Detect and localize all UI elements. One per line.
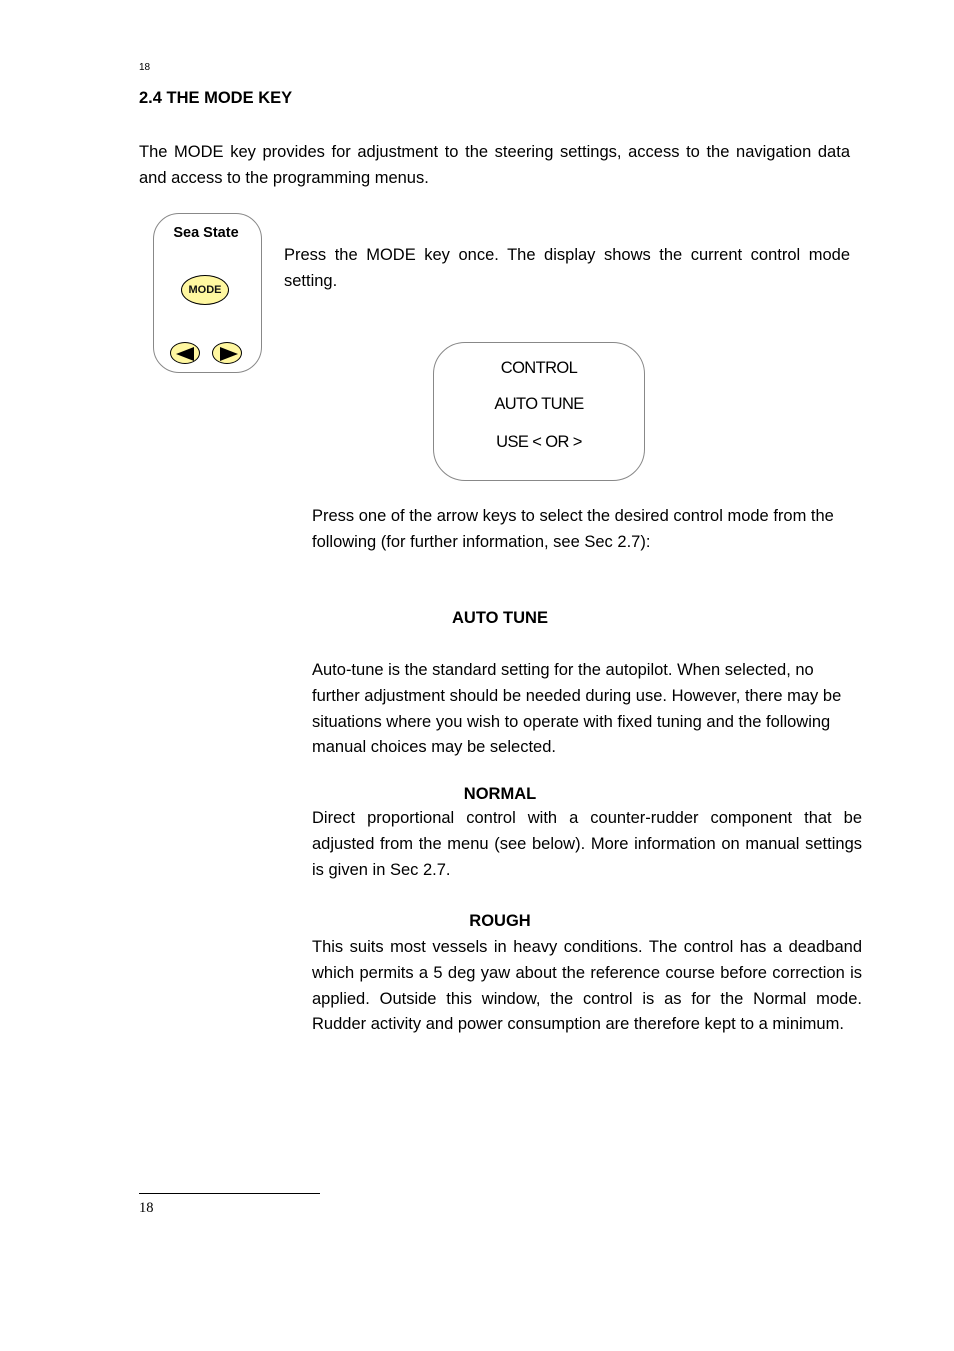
right-arrow-key [212,342,242,364]
rough-heading: ROUGH [469,912,531,930]
left-arrow-key [170,342,200,364]
header-page-number: 18 [139,62,151,73]
rough-paragraph: This suits most vessels in heavy conditions. The control has a deadband which permits a 5 deg yaw about the reference course before correction is applied. Outside this window, the control is as for the Normal mode. Rudder activity and power consumption are therefore kept to a minimum. [312,938,862,1034]
right-arrow-icon [213,343,243,365]
auto-tune-paragraph: Auto-tune is the standard setting for the autopilot. When selected, no further adjustment should be needed during use. However, there may be situations where you wish to operate with fixed tuning and the following manual choices may be selected. [312,661,842,757]
normal-paragraph: Direct proportional control with a counter-rudder component that be adjusted from the menu (see below). More information on manual settings is given in Sec 2.7. [312,809,862,879]
normal-heading: NORMAL [463,785,537,803]
lcd-display [433,342,645,481]
footnote-divider [139,1193,320,1194]
display-line-control: CONTROL [500,359,578,377]
sea-state-label: Sea State [173,225,239,241]
footer-page-number: 18 [139,1200,154,1216]
display-line-mode: AUTO TUNE [494,395,584,413]
left-arrow-icon [171,343,201,365]
auto-tune-heading: AUTO TUNE [452,609,548,627]
arrow-keys-instruction: Press one of the arrow keys to select the desired control mode from the following (for further information, see Sec 2.7): [312,507,834,551]
mode-key-button: MODE [181,275,229,305]
keypad-illustration [153,213,262,373]
display-line-hint: USE < OR > [496,433,582,451]
intro-paragraph: The MODE key provides for adjustment to the steering settings, access to the navigation data and access to the programming menus. [139,143,850,187]
press-mode-instruction: Press the MODE key once. The display shows the current control mode setting. [284,246,850,290]
section-title: 2.4 THE MODE KEY [139,89,293,107]
